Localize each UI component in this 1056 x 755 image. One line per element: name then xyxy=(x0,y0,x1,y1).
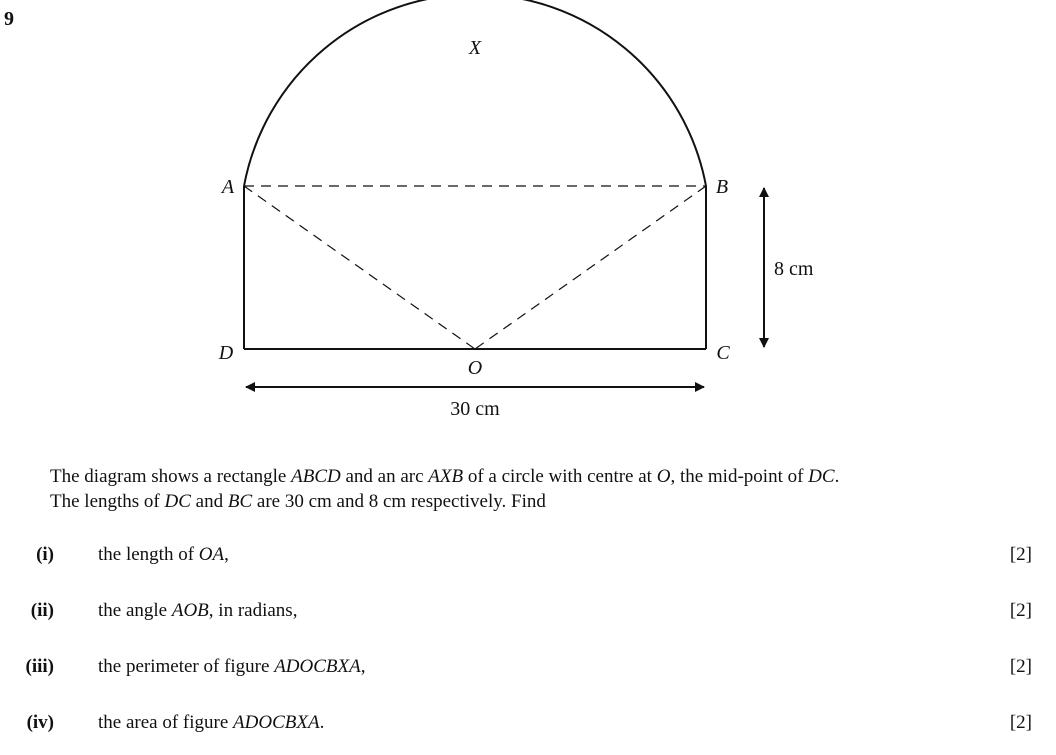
dashed-ao xyxy=(244,186,475,349)
question-intro: The diagram shows a rectangle ABCD and an arc AXB of a circle with centre at O, the mid-point of DC. The lengths of DC and BC are 30 cm and 8 cm respectively. Find xyxy=(50,466,840,512)
part-i: (i) the length of OA, [2] xyxy=(36,544,1032,565)
label-x: X xyxy=(468,37,482,59)
question-number: 9 xyxy=(4,8,14,30)
part-iii: (iii) the perimeter of figure ADOCBXA, [2] xyxy=(25,656,1032,677)
mark: [2] xyxy=(1009,712,1032,733)
mark: [2] xyxy=(1009,656,1032,677)
label-o: O xyxy=(467,357,483,379)
label-a: A xyxy=(221,176,235,198)
mark: [2] xyxy=(1009,600,1032,621)
part-ii: (ii) the angle AOB, in radians, [2] xyxy=(30,600,1032,621)
mark: [2] xyxy=(1009,544,1032,565)
label-c: C xyxy=(716,342,730,364)
label-b: B xyxy=(715,176,729,198)
height-label: 8 cm xyxy=(774,258,814,280)
part-iv: (iv) the area of figure ADOCBXA. [2] xyxy=(26,712,1032,733)
arc-axb xyxy=(244,0,706,186)
width-label: 30 cm xyxy=(450,398,500,420)
label-d: D xyxy=(218,342,234,364)
dashed-bo xyxy=(475,186,706,349)
